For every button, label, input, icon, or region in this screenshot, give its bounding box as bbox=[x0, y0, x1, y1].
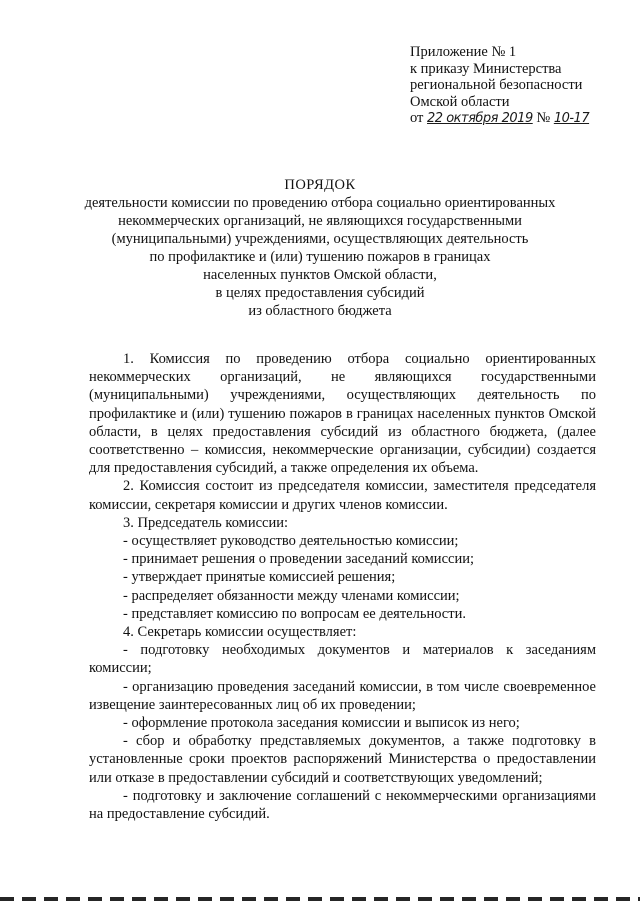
title-line: населенных пунктов Омской области, bbox=[203, 267, 437, 283]
appendix-line-1: Приложение № 1 bbox=[410, 44, 517, 60]
title-line: деятельности комиссии по проведению отбора социально ориентированных bbox=[84, 195, 556, 211]
list-item: - организацию проведения заседаний комиссии, в том числе своевременное извещение заинтересованных лиц об их проведении; bbox=[89, 678, 596, 713]
paragraph-1: 1. Комиссия по проведению отбора социально ориентированных некоммерческих организаций, не являющихся государственными (муниципальными) учреждениями, осуществляющих деятельность по профилактике и (или) тушению пожаров в границах населенных пунктов Омской области, в целях предоставления субсидий из областного бюджета, (далее соответственно – комиссия, некоммерческие организации, субсидии) создается для предоставления субсидий, а также определения их объема. bbox=[89, 351, 596, 477]
scan-edge-line bbox=[0, 897, 640, 901]
date-prefix: от bbox=[410, 110, 424, 126]
appendix-date-line bbox=[410, 110, 630, 128]
list-item: - осуществляет руководство деятельностью комиссии; bbox=[123, 533, 459, 550]
paragraph-2: 2. Комиссия состоит из председателя комиссии, заместителя председателя комиссии, секретаря комиссии и других членов комиссии. bbox=[89, 478, 596, 513]
list-item: - сбор и обработку представляемых документов, а также подготовку в установленные сроки проектов распоряжений Министерства о предоставлении или отказе в предоставлении субсидий и соответствующих уведомлений; bbox=[89, 733, 596, 786]
list-item: - представляет комиссию по вопросам ее деятельности. bbox=[123, 605, 466, 622]
list-item: - распределяет обязанности между членами комиссии; bbox=[123, 587, 460, 604]
title-line: по профилактике и (или) тушению пожаров в границах bbox=[149, 249, 491, 265]
handwritten-date: 22 октября 2019 bbox=[427, 111, 533, 126]
paragraph-4: 4. Секретарь комиссии осуществляет: bbox=[123, 624, 357, 641]
appendix-line-3: региональной безопасности bbox=[410, 77, 583, 93]
title-line: некоммерческих организаций, не являющихся государственными bbox=[118, 213, 522, 229]
title-line: в целях предоставления субсидий bbox=[215, 285, 425, 301]
document-title-block bbox=[60, 176, 580, 320]
list-item: - подготовку необходимых документов и материалов к заседаниям комиссии; bbox=[89, 642, 596, 677]
list-item: - подготовку и заключение соглашений с некоммерческими организациями на предоставление субсидий. bbox=[89, 787, 596, 823]
number-label: № bbox=[536, 110, 551, 126]
list-item: - утверждает принятые комиссией решения; bbox=[123, 569, 396, 586]
appendix-line-2: к приказу Министерства bbox=[410, 60, 562, 77]
appendix-header bbox=[410, 44, 630, 128]
document-body bbox=[89, 350, 596, 823]
list-item: - принимает решения о проведении заседаний комиссии; bbox=[123, 551, 474, 568]
title-line: (муниципальными) учреждениями, осуществляющих деятельность bbox=[111, 231, 529, 247]
list-item: - оформление протокола заседания комиссии и выписок из него; bbox=[123, 715, 520, 732]
appendix-line-4: Омской области bbox=[410, 93, 510, 110]
paragraph-3: 3. Председатель комиссии: bbox=[123, 514, 289, 531]
handwritten-number: 10-17 bbox=[553, 111, 590, 126]
title-line: из областного бюджета bbox=[248, 303, 392, 319]
document-heading: ПОРЯДОК bbox=[284, 177, 356, 193]
